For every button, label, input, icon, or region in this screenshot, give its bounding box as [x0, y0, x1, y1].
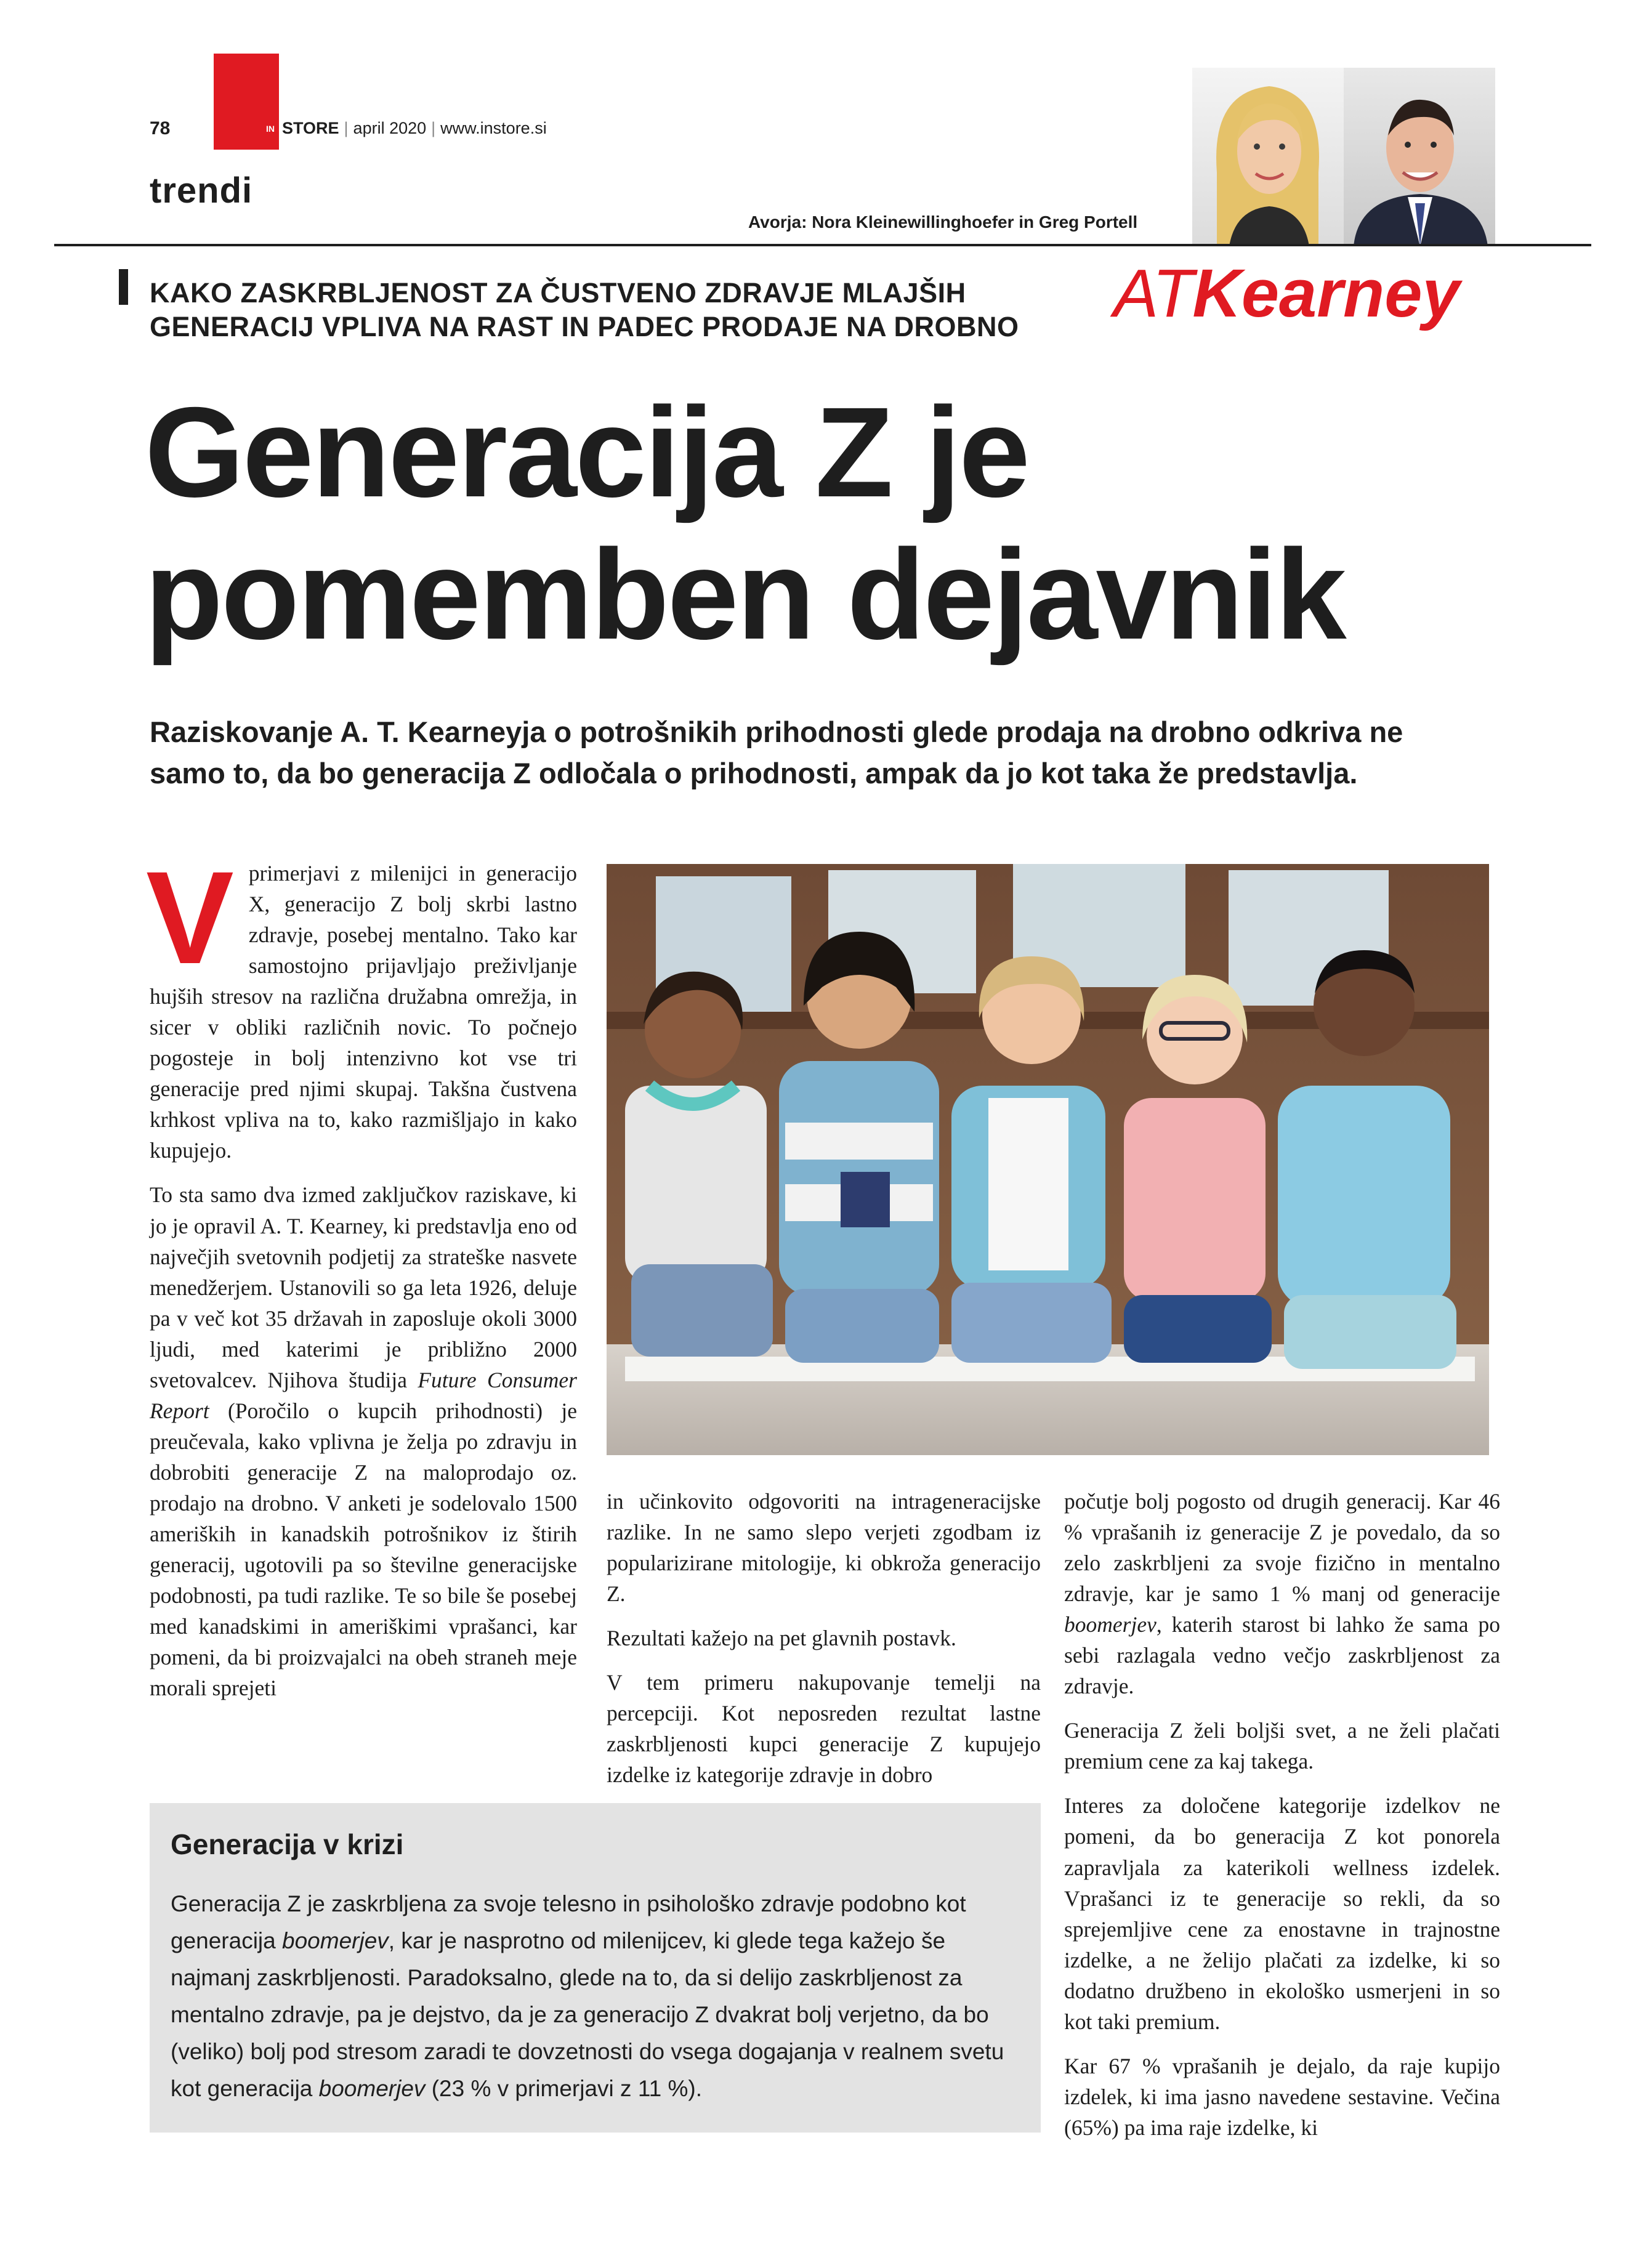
article-column-3 — [1064, 1486, 1500, 2157]
lead-paragraph: Raziskovanje A. T. Kearneyja o potrošnikih prihodnosti glede prodaja na drobno odkriva ne samo to, da bo generacija Z odločala o prihodnosti, ampak da jo kot taka že predstavlja. — [150, 716, 1403, 789]
paragraph: Vprimerjavi z milenijci in generacijo X, generacijo Z bolj skrbi lastno zdravje, posebej mentalno. Tako kar samostojno prijavljajo preživljanje hujših stresov na različna družabna omrežja, in sicer v obliki različnih novic. To počnejo pogosteje in bolj intenzivno kot vse tri generacije pred njimi skupaj. Takšna čustvena krhkost vpliva na to, kako razmišljajo in kako kupujejo. — [146, 844, 577, 1163]
header-divider — [54, 244, 1591, 246]
sidebar-text: Generacija Z je zaskrbljena za svoje telesno in psihološko zdravje podobno kot generacija boomerjev, kar je nasprotno od milenijcev, ki glede tega kažejo še najmanj zaskrbljenosti. Paradoksalno, glede na to, da si delijo zaskrbljenost za mentalno zdravje, pa je dejstvo, da je za generacijo Z dvakrat bolj verjetno, da bo (veliko) bolj pod stresom zaradi te dovzetnosti do vsega dogajanja v realnem svetu kot generacija boomerjev (23 % v primerjavi z 11 %). — [171, 1891, 1004, 2101]
headline — [145, 382, 1500, 666]
group-photo — [607, 864, 1489, 1455]
separator: | — [344, 119, 349, 137]
separator: | — [431, 119, 436, 137]
paragraph: V tem primeru nakupovanje temelji na percepciji. Kot neposreden rezultat lastne zaskrbljenosti kupci generacije Z kupujejo izdelke iz kategorije zdravje in dobro — [607, 1670, 1041, 1788]
kicker: KAKO ZASKRBLJENOST ZA ČUSTVENO ZDRAVJE MLAJŠIH GENERACIJ VPLIVA NA RAST IN PADEC PRODAJE NA DROBNO — [150, 277, 1019, 343]
headline-line-1: Generacija Z je — [145, 381, 1028, 524]
section-label: trendi — [150, 171, 253, 211]
magazine-masthead — [264, 119, 547, 138]
issue-date: april 2020 — [353, 119, 427, 137]
paragraph: Interes za določene kategorije izdelkov ne pomeni, da bo generacija Z kot ponorela zapravljala za katerikoli wellness izdelek. Vprašanci iz te generacije so rekli, da so sprejemljive cene za enostavne in trajnostne izdelke, a ne želijo plačati za izdelke, ki so dodatno družbeno in ekološko usmerjeni in so kot taki premium. — [1064, 1793, 1500, 2034]
sidebar-box — [150, 1803, 1041, 2133]
paragraph: Rezultati kažejo na pet glavnih postavk. — [607, 1626, 956, 1651]
in-badge: IN — [264, 123, 277, 135]
paragraph: Generacija Z želi boljši svet, a ne želi plačati premium cene za kaj takega. — [1064, 1718, 1500, 1774]
paragraph: počutje bolj pogosto od drugih generacij. Kar 46 % vprašanih iz generacije Z je povedalo, da so zelo zaskrbljeni za svoje fizično in mentalno zdravje, kar je samo 1 % manj od generacije boomerjev, katerih starost bi lahko že sama po sebi razlagala vedno večjo zaskrbljenost za zdravje. — [1064, 1489, 1500, 1699]
kicker-bar — [119, 269, 128, 305]
article-column-2 — [607, 1486, 1041, 1804]
drop-cap: V — [146, 844, 234, 991]
store-wordmark: STORE — [282, 119, 339, 137]
headline-line-2: pomemben dejavnik — [145, 523, 1345, 666]
atkearney-logo: ATKearney — [1113, 256, 1460, 331]
author-portraits-image — [1192, 68, 1495, 246]
paragraph: To sta samo dva izmed zaključkov raziskave, ki jo je opravil A. T. Kearney, ki predstavlja eno od največjih svetovnih podjetij za strateške nasvete menedžerjem. Ustanovili so ga leta 1926, deluje pa v več kot 35 državah in zaposluje okoli 3000 ljudi, med katerimi je približno 2000 svetovalcev. Njihova študija Future Consumer Report (Poročilo o kupcih prihodnosti) je preučevala, kako vplivna je želja po zdravju in dobrobiti generacije Z na maloprodajo oz. prodajo na drobno. V anketi je sodelovalo 1500 ameriških in kanadskih potrošnikov iz štirih generacij, ugotovili pa so številne generacijske podobnosti, pa tudi razlike. Te so bile še posebej med kanadskimi in ameriškimi vprašanci, kar pomeni, da bi proizvajalci na obeh straneh meje morali sprejeti — [150, 1182, 577, 1701]
paragraph: Kar 67 % vprašanih je dejalo, da raje kupijo izdelek, ki ima jasno navedene sestavine. Večina (65%) pa ima raje izdelke, ki — [1064, 2053, 1500, 2140]
sidebar-title: Generacija v krizi — [171, 1828, 404, 1860]
article-column-1 — [146, 844, 577, 1717]
website-link[interactable]: www.instore.si — [440, 119, 547, 137]
page-number: 78 — [150, 118, 171, 139]
paragraph: in učinkovito odgovoriti na intrageneracijske razlike. In ne samo slepo verjeti zgodbam iz popularizirane mitologije, ki obkroža generacijo Z. — [607, 1489, 1041, 1607]
authors-credit: Avorja: Nora Kleinewillinghoefer in Greg Portell — [748, 212, 1138, 232]
